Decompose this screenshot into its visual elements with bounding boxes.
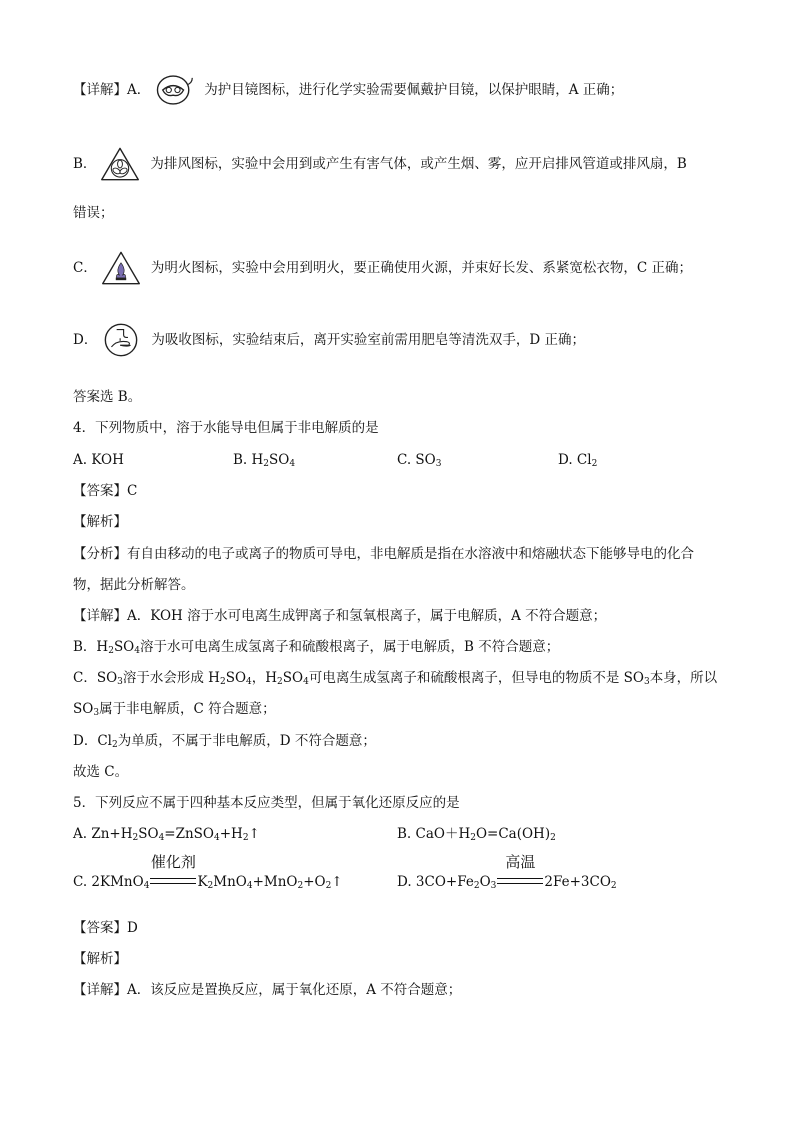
q3-answer: 答案选 B。 bbox=[73, 389, 142, 405]
q4-stem: 4．下列物质中，溶于水能导电但属于非电解质的是 bbox=[73, 420, 379, 436]
q5-option-a: A. $Zn+H_2SO_4=ZnSO_4+H_2↑$ bbox=[73, 826, 260, 843]
open-flame-icon bbox=[101, 248, 147, 288]
q4-detail-c-line2: $SO_3$属于非电解质，C 符合题意； bbox=[73, 701, 276, 718]
q5-option-b: B. $CaO+H_2O=Ca(OH)_2$ bbox=[397, 826, 556, 843]
catalyst-condition: 催化剂 bbox=[150, 872, 196, 892]
detail-b-prefix: B． bbox=[73, 156, 97, 172]
detail-c-prefix: C． bbox=[73, 260, 97, 276]
detail-b-text: 为排风图标，实验中会用到或产生有害气体，或产生烟、雾，应开启排风管道或排风扇，B bbox=[150, 156, 687, 172]
q4-analysis-tag: 【解析】 bbox=[73, 514, 127, 530]
q5-answer: 【答案】D bbox=[73, 920, 138, 936]
detail-b-line bbox=[73, 144, 734, 184]
q4-answer: 【答案】C bbox=[73, 483, 138, 499]
exhaust-fan-icon bbox=[100, 144, 146, 184]
detail-a-line bbox=[73, 70, 734, 110]
q5-analysis-tag: 【解析】 bbox=[73, 951, 127, 967]
q5-stem: 5．下列反应不属于四种基本反应类型，但属于氧化还原反应的是 bbox=[73, 795, 460, 811]
q4-detail-d: D．$Cl_2$为单质，不属于非电解质，D 不符合题意； bbox=[73, 733, 376, 750]
q4-analysis-line2: 物，据此分析解答。 bbox=[73, 577, 195, 593]
detail-d-text: 为吸收图标，实验结束后，离开实验室前需用肥皂等清洗双手，D 正确； bbox=[151, 332, 585, 348]
detail-d-line bbox=[73, 320, 734, 360]
high-temp-condition: 高温 bbox=[497, 872, 543, 892]
detail-a-text: 为护目镜图标，进行化学实验需要佩戴护目镜，以保护眼睛，A 正确； bbox=[204, 82, 624, 98]
q4-option-a: A. KOH bbox=[73, 452, 124, 468]
q4-option-b: B. $H_2SO_4$ bbox=[233, 452, 296, 469]
detail-c-text: 为明火图标，实验中会用到明火，要正确使用火源，并束好长发、系紧宽松衣物，C 正确； bbox=[150, 260, 692, 276]
detail-a-prefix: 【详解】A． bbox=[73, 82, 151, 98]
hand-wash-icon bbox=[101, 320, 147, 360]
detail-c-line bbox=[73, 248, 734, 288]
q4-analysis-line1: 【分析】有自由移动的电子或离子的物质可导电，非电解质是指在水溶液中和熔融状态下能够导电的化合 bbox=[73, 546, 694, 562]
q5-detail-a: 【详解】A．该反应是置换反应，属于氧化还原，A 不符合题意； bbox=[73, 982, 462, 998]
q5-option-c: C. 2KMnO$_4$ 催化剂 $K_2MnO_4+MnO_2+O_2↑$ bbox=[73, 853, 343, 891]
q4-detail-a: 【详解】A．KOH 溶于水可电离生成钾离子和氢氧根离子，属于电解质，A 不符合题意； bbox=[73, 608, 607, 624]
detail-d-prefix: D． bbox=[73, 332, 98, 348]
q5-option-d: D. $3CO+Fe_2O_3$ 高温 $2Fe+3CO_2$ bbox=[397, 853, 617, 891]
goggles-icon bbox=[154, 70, 200, 110]
q4-option-c: C. $SO_3$ bbox=[397, 452, 442, 469]
q4-detail-b: B．$H_2SO_4$溶于水可电离生成氢离子和硫酸根离子，属于电解质，B 不符合题意； bbox=[73, 639, 560, 656]
detail-b-cont: 错误； bbox=[73, 205, 114, 221]
q4-conclusion: 故选 C。 bbox=[73, 764, 129, 780]
q4-option-d: D. $Cl_2$ bbox=[558, 452, 598, 469]
q4-detail-c-line1: C．$SO_3$溶于水会形成 $H_2SO_4$，$H_2SO_4$可电离生成氢离子和硫酸根离子，但导电的物质不是 $SO_3$本身，所以 bbox=[73, 670, 718, 687]
